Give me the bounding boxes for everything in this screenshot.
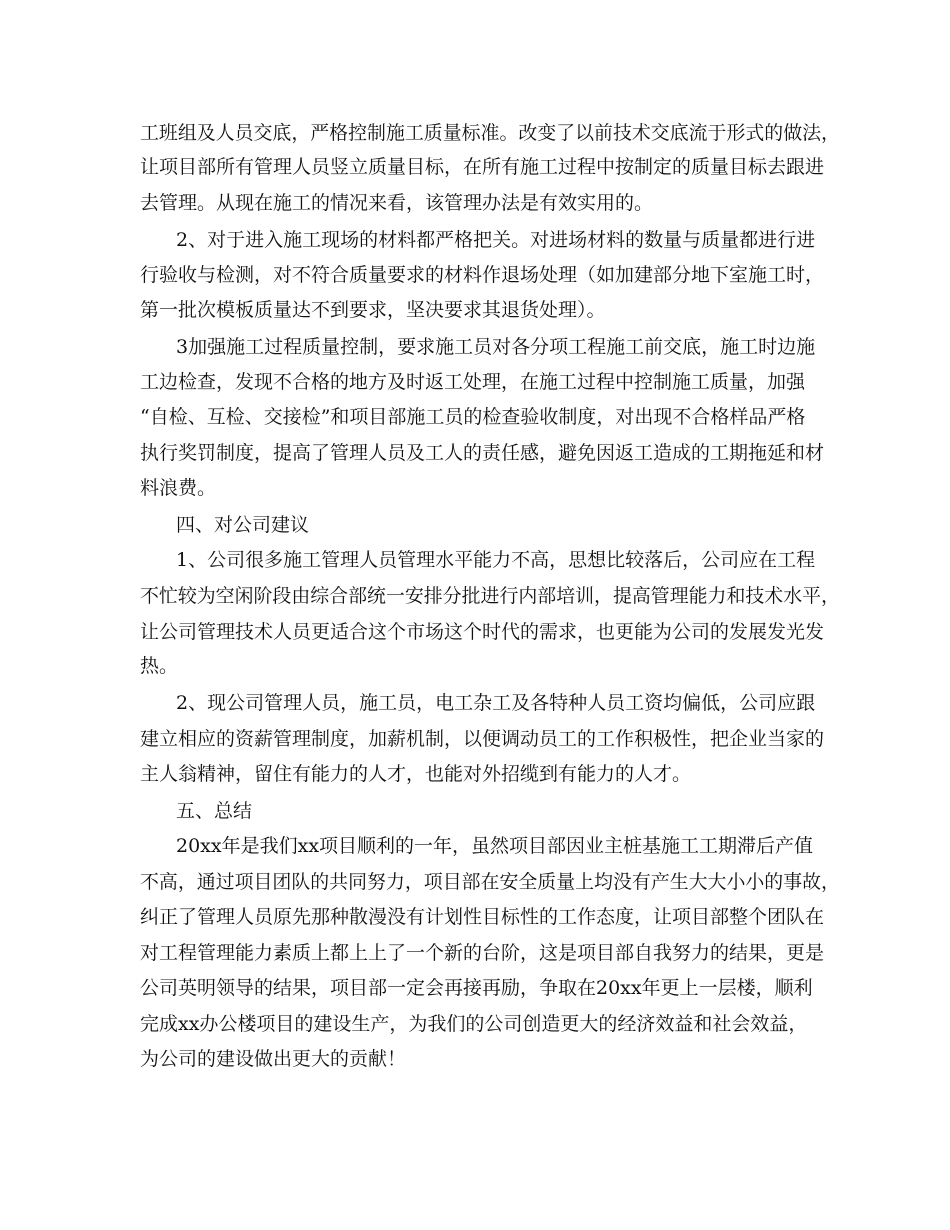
text-line: 完成xx办公楼项目的建设生产，为我们的公司创造更大的经济效益和社会效益， [140,1013,808,1035]
text-line: 建立相应的资薪管理制度，加薪机制，以便调动员工的工作积极性，把企业当家的 [140,728,825,750]
text-line: 不高，通过项目团队的共同努力，项目部在安全质量上均没有产生大大小小的事故， [140,871,840,893]
text-line: 工边检查，发现不合格的地方及时返工处理，在施工过程中控制施工质量，加强 [140,371,806,393]
text-line: 执行奖罚制度，提高了管理人员及工人的责任感，避免因返工造成的工期拖延和材 [140,442,825,464]
text-line: 不忙较为空闲阶段由综合部统一安排分批进行内部培训，提高管理能力和技术水平， [140,585,840,607]
paragraph-start: 20xx年是我们xx项目顺利的一年，虽然项目部因业主桩基施工工期滞后产值 [176,835,814,857]
text-line: 纠正了管理人员原先那种散漫没有计划性目标性的工作态度，让项目部整个团队在 [140,906,825,928]
paragraph-start: 2、现公司管理人员，施工员，电工杂工及各特种人员工资均偏低，公司应跟 [176,692,816,714]
section-heading: 四、对公司建议 [176,514,310,536]
text-line: 为公司的建设做出更大的贡献！ [140,1048,407,1070]
paragraph-start: 2、对于进入施工现场的材料都严格把关。对进场材料的数量与质量都进行进 [176,229,816,251]
paragraph-start: 1、公司很多施工管理人员管理水平能力不高，思想比较落后，公司应在工程 [176,549,816,571]
text-line: 工班组及人员交底，严格控制施工质量标准。改变了以前技术交底流于形式的做法， [140,122,840,144]
text-line: 主人翁精神，留住有能力的人才，也能对外招缆到有能力的人才。 [140,763,692,785]
text-line: 行验收与检测，对不符合质量要求的材料作退场处理（如加建部分地下室施工时， [140,264,825,286]
paragraph-start: 3加强施工过程质量控制，要求施工员对各分项工程施工前交底，施工时边施 [176,336,816,358]
text-line: 料浪费。 [140,477,217,499]
text-line: 热。 [140,655,179,677]
text-line: 第一批次模板质量达不到要求，坚决要求其退货处理）。 [140,299,606,321]
text-line: 公司英明领导的结果，项目部一定会再接再励，争取在20xx年更上一层楼，顺利 [140,977,813,999]
text-line: 对工程管理能力素质上都上上了一个新的台阶，这是项目部自我努力的结果，更是 [140,942,825,964]
text-line: 让公司管理技术人员更适合这个市场这个时代的需求，也更能为公司的发展发光发 [140,621,825,643]
text-line: “自检、互检、交接检”和项目部施工员的检查验收制度，对出现不合格样品严格 [140,406,806,428]
text-line: 让项目部所有管理人员竖立质量目标，在所有施工过程中按制定的质量目标去跟进 [140,156,825,178]
text-line: 去管理。从现在施工的情况来看，该管理办法是有效实用的。 [140,192,654,214]
section-heading: 五、总结 [176,800,253,822]
